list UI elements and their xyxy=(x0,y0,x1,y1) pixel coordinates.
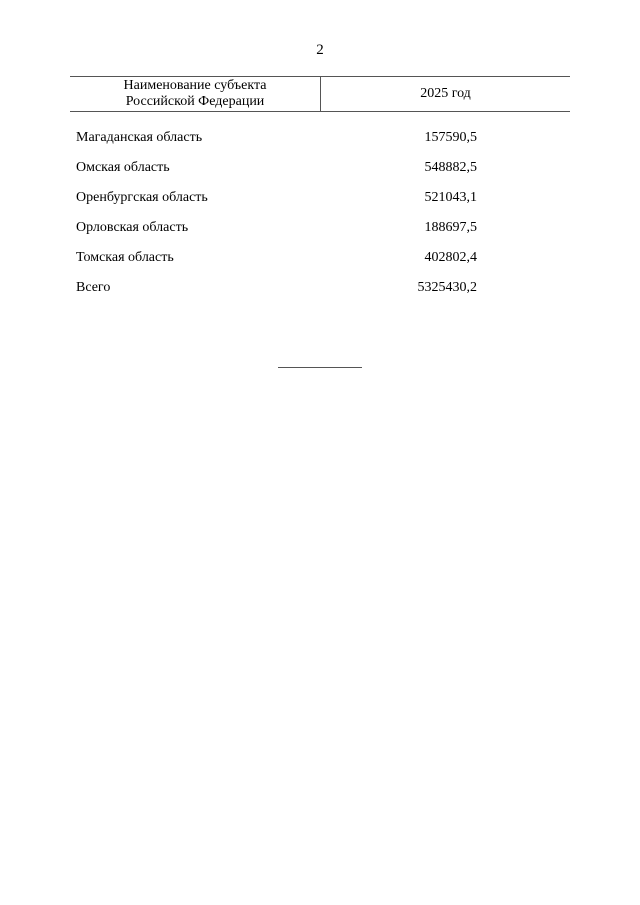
header-subject-name-line1: Наименование субъекта xyxy=(123,78,267,93)
table-header xyxy=(70,76,570,112)
row-region-name: Магаданская область xyxy=(76,130,203,145)
table-row-total xyxy=(70,280,570,310)
end-of-document-rule xyxy=(278,367,362,368)
table-body xyxy=(70,130,570,310)
row-value: 521043,1 xyxy=(424,190,477,205)
row-value: 188697,5 xyxy=(424,220,477,235)
table-row xyxy=(70,130,570,160)
row-region-name: Оренбургская область xyxy=(76,190,208,205)
row-value: 548882,5 xyxy=(424,160,477,175)
row-region-name: Омская область xyxy=(76,160,170,175)
header-year: 2025 год xyxy=(420,86,471,101)
table-row xyxy=(70,190,570,220)
table-row xyxy=(70,220,570,250)
row-value: 402802,4 xyxy=(424,250,477,265)
row-total-label: Всего xyxy=(76,280,111,295)
header-subject-name xyxy=(70,77,320,111)
page-number: 2 xyxy=(316,42,324,58)
row-region-name: Орловская область xyxy=(76,220,189,235)
row-total-value: 5325430,2 xyxy=(417,280,477,295)
budget-table xyxy=(70,76,570,295)
table-row xyxy=(70,250,570,280)
table-row xyxy=(70,160,570,190)
header-subject-name-line2: Российской Федерации xyxy=(125,94,265,109)
row-region-name: Томская область xyxy=(76,250,174,265)
row-value: 157590,5 xyxy=(424,130,477,145)
